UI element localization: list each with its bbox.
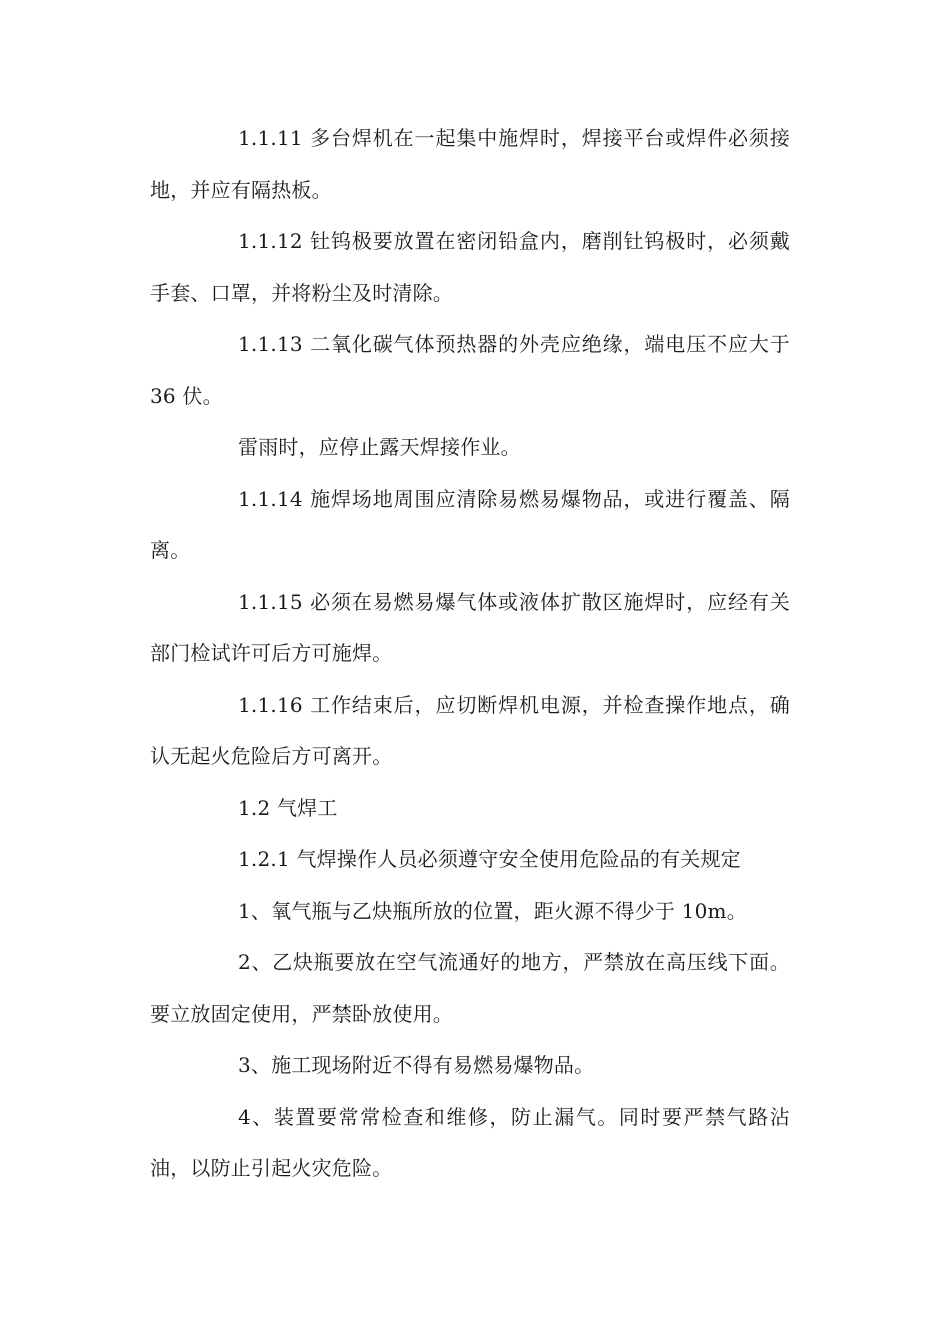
section-heading-1-2: 1.2 气焊工 — [238, 795, 338, 820]
paragraph-1-1-16: 1.1.16 工作结束后，应切断焊机电源，并检查操作地点，确认无起火危险后方可离开。 — [150, 692, 790, 768]
paragraph-1-1-14: 1.1.14 施焊场地周围应清除易燃易爆物品，或进行覆盖、隔离。 — [150, 486, 790, 562]
paragraph-1-1-15: 1.1.15 必须在易燃易爆气体或液体扩散区施焊时，应经有关部门检试许可后方可施焊。 — [150, 589, 790, 665]
document-body — [150, 113, 790, 1195]
paragraph-thunderstorm: 雷雨时，应停止露天焊接作业。 — [238, 435, 521, 459]
paragraph-1-1-12: 1.1.12 钍钨极要放置在密闭铅盒内，磨削钍钨极时，必须戴手套、口罩，并将粉尘及时清除。 — [150, 229, 790, 305]
list-item-4: 4、装置要常常检查和维修，防止漏气。同时要严禁气路沾油，以防止引起火灾危险。 — [150, 1104, 790, 1180]
paragraph-1-1-11: 1.1.11 多台焊机在一起集中施焊时，焊接平台或焊件必须接地，并应有隔热板。 — [150, 126, 790, 202]
paragraph-1-1-13: 1.1.13 二氧化碳气体预热器的外壳应绝缘，端电压不应大于 36 伏。 — [150, 332, 790, 408]
list-item-3: 3、施工现场附近不得有易燃易爆物品。 — [238, 1053, 595, 1077]
list-item-1: 1、氧气瓶与乙炔瓶所放的位置，距火源不得少于 10m。 — [238, 898, 747, 923]
list-item-2: 2、乙炔瓶要放在空气流通好的地方，严禁放在高压线下面。要立放固定使用，严禁卧放使用。 — [150, 950, 790, 1026]
paragraph-1-2-1: 1.2.1 气焊操作人员必须遵守安全使用危险品的有关规定 — [238, 847, 741, 871]
